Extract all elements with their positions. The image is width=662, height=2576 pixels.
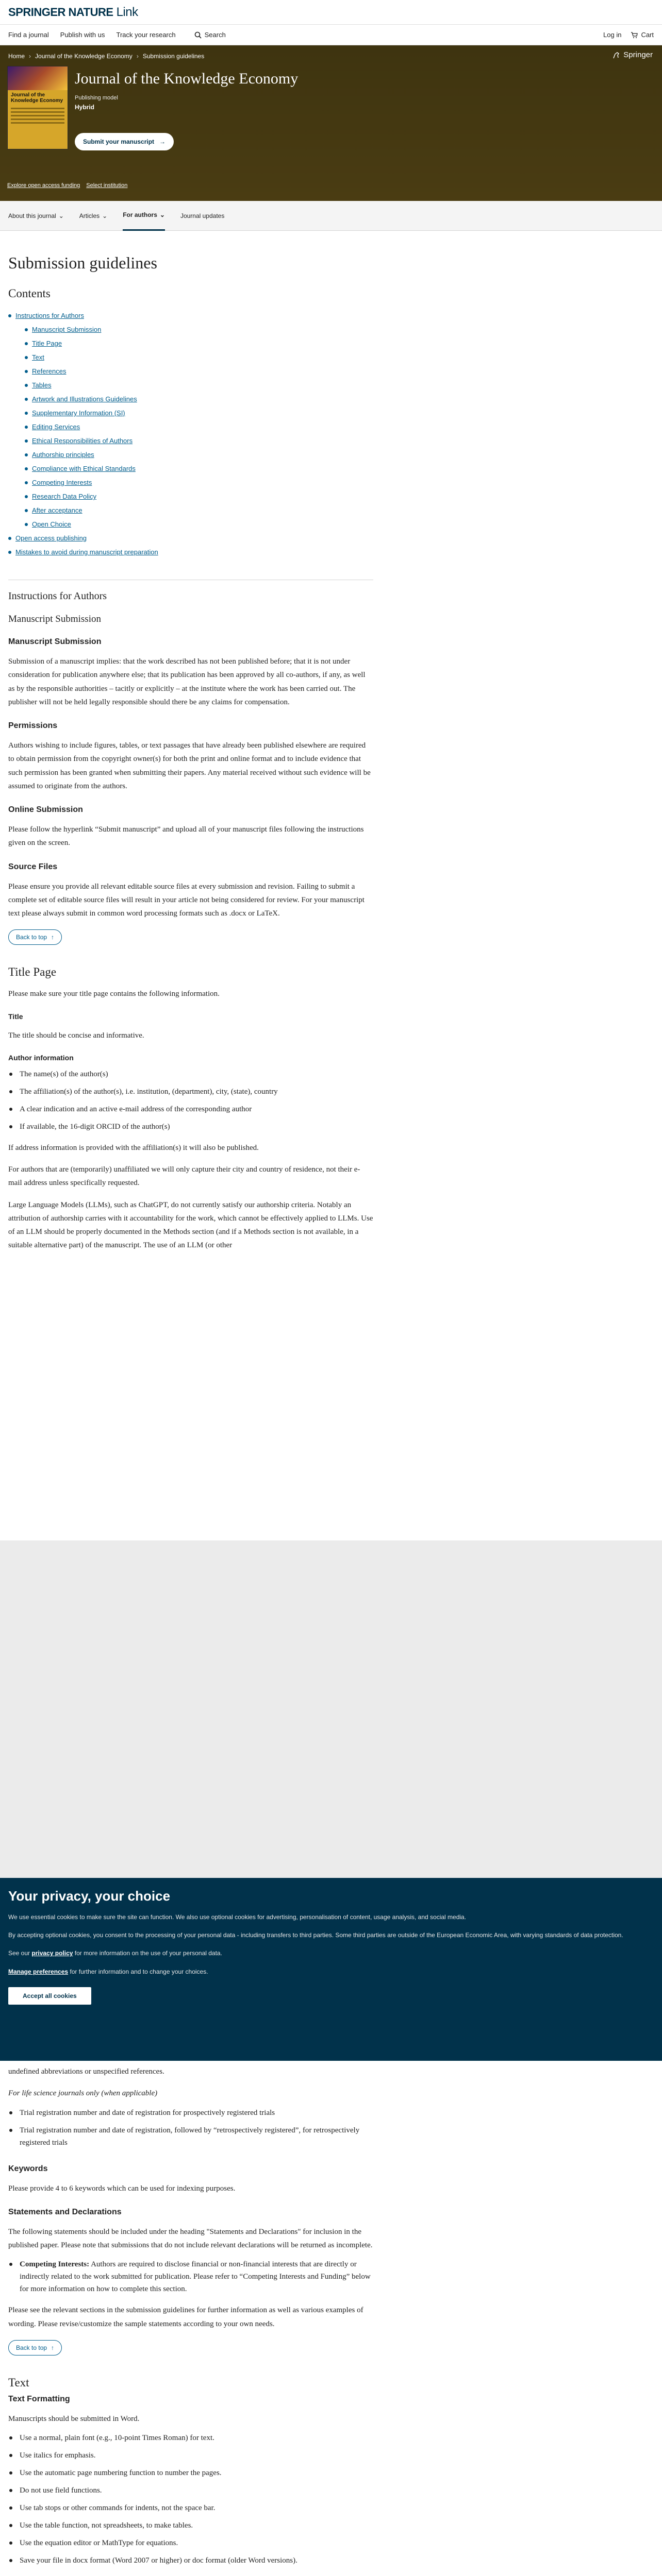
manage-preferences-link[interactable]: Manage preferences — [8, 1968, 69, 1975]
breadcrumb-home[interactable]: Home — [8, 53, 25, 60]
back-to-top-button[interactable]: Back to top ↑ — [8, 2340, 62, 2355]
toc-item[interactable]: After acceptance — [8, 503, 373, 517]
table-of-contents — [8, 309, 373, 559]
toc-item[interactable]: Research Data Policy — [8, 489, 373, 503]
arrow-up-icon: ↑ — [51, 2344, 55, 2351]
top-nav — [0, 25, 662, 45]
open-access-links — [7, 182, 127, 189]
contents-heading: Contents — [8, 287, 51, 300]
author-info-heading: Author information — [8, 1053, 74, 1062]
toc-item[interactable]: Editing Services — [8, 420, 373, 434]
toc-item[interactable]: Text — [8, 350, 373, 364]
publishing-model-label: Publishing model — [75, 95, 118, 101]
text-formatting-intro: Manuscripts should be submitted in Word. — [8, 2414, 140, 2423]
breadcrumb-current: Submission guidelines — [142, 53, 205, 60]
source-files-heading: Source Files — [8, 862, 58, 871]
cookie-text-4: Manage preferences for further information and to change your choices. — [8, 1968, 208, 1975]
find-journal-link[interactable]: Find a journal — [8, 31, 49, 39]
author-info-list — [8, 1068, 373, 1133]
journal-title[interactable]: Journal of the Knowledge Economy — [75, 70, 299, 87]
cookie-text-2: By accepting optional cookies, you consent to the processing of your personal data - including transfers to third parties. Some third parties are outside of the European Economic Area, with varying standards of data protection. — [8, 1931, 623, 1939]
tab-articles[interactable]: Articles ⌄ — [79, 212, 108, 219]
privacy-policy-link[interactable]: privacy policy — [31, 1950, 73, 1957]
list-item: If available, the 16-digit ORCID of the author(s) — [8, 1121, 373, 1133]
page-overlay — [0, 1540, 662, 1878]
login-link[interactable]: Log in — [603, 31, 622, 39]
publishing-model-value: Hybrid — [75, 104, 95, 111]
cookie-text-1: We use essential cookies to make sure the site can function. We also use optional cookies for advertising, personalisation of content, usage analysis, and social media. — [8, 1913, 467, 1921]
toc-item[interactable]: Open Choice — [8, 517, 373, 531]
select-institution-link[interactable]: Select institution — [86, 182, 128, 189]
list-item: Use the table function, not spreadsheets, to make tables. — [8, 2519, 373, 2532]
keywords-heading: Keywords — [8, 2164, 48, 2173]
statements-list — [8, 2258, 373, 2295]
site-header — [0, 0, 662, 25]
online-submission-text: Please follow the hyperlink “Submit manuscript” and upload all of your manuscript files following the instructions given on the screen. — [8, 825, 364, 848]
submit-manuscript-button[interactable]: Submit your manuscript → — [75, 133, 174, 150]
chevron-down-icon: ⌄ — [102, 212, 108, 219]
journal-header — [0, 45, 662, 201]
springer-nature-link-logo[interactable]: SPRINGER NATURE Link — [8, 5, 138, 19]
title-text: The title should be concise and informative. — [8, 1031, 144, 1040]
list-item: Competing Interests: Authors are required to disclose financial or non-financial interests that are directly or indirectly related to the work submitted for publication. Please refer to “Competing Interests and Funding” below for more information on how to complete this section. — [8, 2258, 373, 2295]
explore-funding-link[interactable]: Explore open access funding — [7, 182, 80, 189]
list-item: Use a normal, plain font (e.g., 10-point Times Roman) for text. — [8, 2432, 373, 2444]
cookie-title: Your privacy, your choice — [8, 1888, 171, 1904]
breadcrumb-journal[interactable]: Journal of the Knowledge Economy — [35, 53, 133, 60]
abstract-tail-text: undefined abbreviations or unspecified references. — [8, 2067, 164, 2076]
springer-logo[interactable]: Springer — [612, 50, 653, 59]
list-item: The name(s) of the author(s) — [8, 1068, 373, 1080]
text-heading: Text — [8, 2376, 29, 2389]
toc-item[interactable]: Open access publishing — [8, 531, 373, 545]
toc-item[interactable]: References — [8, 364, 373, 378]
llm-text: Large Language Models (LLMs), such as ChatGPT, do not currently satisfy our authorship criteria. Notably an attribution of authorship carries with it accountability for the work, which cannot be effectively applied to LLMs. Use of an LLM should be properly documented in the Methods section (and if a Methods section is not available, in a suitable alternative part) of the manuscript. The use of an LLM (or other — [8, 1200, 373, 1250]
search-icon — [194, 31, 202, 39]
track-research-link[interactable]: Track your research — [116, 31, 176, 39]
toc-item[interactable]: Ethical Responsibilities of Authors — [8, 434, 373, 448]
toc-item[interactable]: Authorship principles — [8, 448, 373, 462]
list-item: Use the equation editor or MathType for equations. — [8, 2537, 373, 2549]
source-files-text: Please ensure you provide all relevant editable source files at every submission and revision. Failing to submit a complete set of editable source files will result in your article not being considered for review. For your manuscript text please always submit in common word processing formats such as .docx or LaTeX. — [8, 882, 365, 918]
tab-for-authors[interactable]: For authors ⌄ — [123, 201, 165, 231]
toc-item[interactable]: Mistakes to avoid during manuscript preparation — [8, 545, 373, 559]
search-button[interactable]: Search — [194, 31, 226, 39]
text-formatting-list — [8, 2432, 373, 2567]
tab-journal-updates[interactable]: Journal updates — [180, 212, 225, 219]
list-item: Trial registration number and date of registration for prospectively registered trials — [8, 2107, 373, 2119]
list-item: Use the automatic page numbering function to number the pages. — [8, 2467, 373, 2479]
list-item: Use italics for emphasis. — [8, 2449, 373, 2462]
list-item: Do not use field functions. — [8, 2484, 373, 2497]
page-title: Submission guidelines — [8, 253, 157, 272]
journal-cover: Journal of the Knowledge Economy — [7, 66, 68, 149]
title-subheading: Title — [8, 1012, 23, 1021]
list-item: A clear indication and an active e-mail address of the corresponding author — [8, 1103, 373, 1115]
toc-item[interactable]: Title Page — [8, 336, 373, 350]
list-item: Use tab stops or other commands for indents, not the space bar. — [8, 2502, 373, 2514]
text-formatting-heading: Text Formatting — [8, 2394, 70, 2403]
cart-link[interactable]: Cart — [631, 31, 654, 39]
toc-item[interactable]: Manuscript Submission — [8, 323, 373, 336]
trial-registration-list — [8, 2107, 373, 2149]
statements-text: The following statements should be included under the heading "Statements and Declarations" for inclusion in the published paper. Please note that submissions that do not include relevant declarations will be returned as incomplete. — [8, 2227, 373, 2249]
online-submission-heading: Online Submission — [8, 805, 83, 814]
breadcrumb — [8, 45, 654, 60]
chevron-right-icon: › — [29, 53, 31, 60]
list-item: The affiliation(s) of the author(s), i.e. institution, (department), city, (state), country — [8, 1086, 373, 1098]
cart-icon — [631, 31, 638, 39]
list-item: Save your file in docx format (Word 2007 or higher) or doc format (older Word versions). — [8, 2554, 373, 2567]
title-page-intro: Please make sure your title page contains the following information. — [8, 990, 220, 998]
toc-item[interactable]: Tables — [8, 378, 373, 392]
toc-item[interactable]: Instructions for Authors — [8, 309, 373, 323]
statements-heading: Statements and Declarations — [8, 2207, 122, 2216]
toc-item[interactable]: Artwork and Illustrations Guidelines — [8, 392, 373, 406]
see-guidelines-text: Please see the relevant sections in the submission guidelines for further information as well as various examples of wording. Please revise/customize the sample statements according to your own needs. — [8, 2306, 363, 2328]
publish-link[interactable]: Publish with us — [60, 31, 105, 39]
instructions-heading: Instructions for Authors — [8, 580, 373, 602]
arrow-up-icon: ↑ — [51, 934, 55, 941]
manuscript-submission-heading: Manuscript Submission — [8, 614, 101, 624]
address-info-text: If address information is provided with the affiliation(s) it will also be published. — [8, 1143, 259, 1152]
chevron-down-icon: ⌄ — [159, 211, 165, 218]
journal-nav — [0, 201, 662, 231]
permissions-heading: Permissions — [8, 721, 58, 730]
toc-item[interactable]: Competing Interests — [8, 476, 373, 489]
arrow-right-icon: → — [159, 138, 166, 145]
manuscript-submission-subheading: Manuscript Submission — [8, 637, 102, 646]
chevron-right-icon: › — [136, 53, 139, 60]
accept-cookies-button[interactable]: Accept all cookies — [8, 1987, 91, 2005]
cookie-text-3: See our privacy policy for more information on the use of your personal data. — [8, 1950, 222, 1957]
keywords-text: Please provide 4 to 6 keywords which can be used for indexing purposes. — [8, 2184, 236, 2193]
manuscript-submission-text: Submission of a manuscript implies: that the work described has not been published before; that it is not under consideration for publication anywhere else; that its publication has been approved by all co-authors, if any, as well as by the responsible authorities – tacitly or explicitly – at the institute where the work has been carried out. The publisher will not be held legally responsible should there be any claims for compensation. — [8, 657, 366, 706]
life-science-note: For life science journals only (when applicable) — [8, 2089, 158, 2098]
back-to-top-button[interactable]: Back to top ↑ — [8, 929, 62, 945]
cookie-banner — [0, 1878, 662, 2061]
chevron-down-icon: ⌄ — [58, 212, 64, 219]
unaffiliated-text: For authors that are (temporarily) unaffiliated we will only capture their city and country of residence, not their e-mail address unless specifically requested. — [8, 1165, 360, 1188]
title-page-heading: Title Page — [8, 965, 57, 979]
permissions-text: Authors wishing to include figures, tables, or text passages that have already been published elsewhere are required to obtain permission from the copyright owner(s) for both the print and online format and to include evidence that such permission has been granted when submitting their papers. Any material received without such evidence will be assumed to originate from the authors. — [8, 741, 371, 790]
list-item: Trial registration number and date of registration, followed by “retrospectively registered”, for retrospectively registered trials — [8, 2124, 373, 2149]
springer-horse-icon — [612, 51, 620, 59]
tab-about-journal[interactable]: About this journal ⌄ — [8, 212, 64, 219]
toc-item[interactable]: Compliance with Ethical Standards — [8, 462, 373, 476]
toc-item[interactable]: Supplementary Information (SI) — [8, 406, 373, 420]
